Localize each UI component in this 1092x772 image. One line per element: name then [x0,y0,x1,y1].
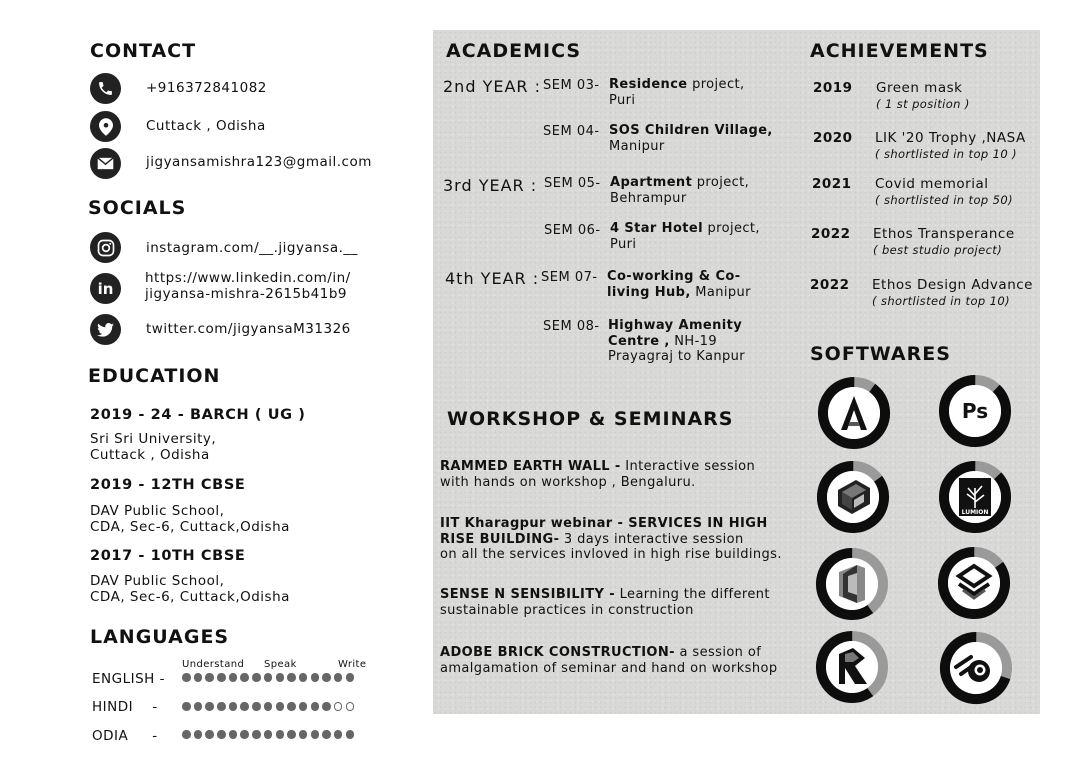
project-name: SOS Children Village, [609,123,773,138]
rating-dot-filled [322,730,331,739]
rating-dot-filled [264,702,273,711]
rating-dot-filled [311,702,320,711]
achievement [875,176,1013,207]
rating-dot-filled [299,673,308,682]
education-entry [90,477,290,535]
project-type: project, [692,175,750,190]
education-line: Sri Sri University, [90,431,217,447]
workshop-desc: with hands on workshop , Bengaluru. [440,474,696,490]
education-line: CDA, Sec-6, Cuttack,Odisha [90,519,290,535]
project-type: project, [702,221,760,236]
language-name: HINDI - [92,699,158,715]
lang-col-speak: Speak [264,659,297,670]
rating-dot-filled [276,730,285,739]
sem-project [608,318,745,365]
rating-dot-filled [217,702,226,711]
achievement-note: ( shortlisted in top 10) [872,294,1010,308]
sem-label: SEM 03- [543,78,600,93]
rating-dot-empty [334,702,343,711]
project-name: Apartment [610,175,693,190]
achievement-note: ( best studio project) [873,243,1003,257]
achievement-year: 2021 [812,176,852,192]
rating-dot-filled [205,702,214,711]
rating-dot-filled [276,702,285,711]
rating-dot-filled [287,673,296,682]
academics-heading: ACADEMICS [446,40,582,62]
achievement-year: 2020 [813,130,853,146]
contact-heading: CONTACT [90,40,197,62]
social-instagram[interactable]: instagram.com/__.jigyansa.__ [146,240,358,256]
education-line: CDA, Sec-6, Cuttack,Odisha [90,589,290,605]
sem-label: SEM 04- [543,124,600,139]
achievement-note: ( shortlisted in top 50) [875,193,1013,207]
workshop-desc: on all the services invloved in high rise buildings. [440,547,782,562]
lumion-icon [938,460,1012,534]
sem-project [607,269,751,300]
rating-dot-filled [229,730,238,739]
education-line: DAV Public School, [90,503,225,519]
achievement-note: ( 1 st position ) [876,97,970,111]
rating-dot-filled [182,730,191,739]
project-type: project, [687,77,745,92]
sketchup-icon [816,460,890,534]
rating-dot-filled [194,730,203,739]
workshop-desc: Interactive session [620,459,756,474]
rating-dot-filled [299,730,308,739]
rating-dot-filled [194,702,203,711]
rating-dot-filled [252,702,261,711]
location-pin-icon [90,111,121,142]
education-line: Cuttack , Odisha [90,447,210,463]
rating-dot-filled [264,730,273,739]
project-location: Puri [609,92,636,108]
achievement-year: 2019 [813,80,853,96]
rating-dot-filled [182,673,191,682]
achievement-title: Green mask [876,80,963,96]
project-location: Puri [610,236,637,252]
achievement-title: Ethos Design Advance [872,277,1033,293]
sem-project [610,221,760,252]
achievement [872,277,1033,308]
rating-dot-empty [346,702,355,711]
rating-dot-filled [240,702,249,711]
rating-dot-filled [194,673,203,682]
workshop-item [440,587,770,618]
workshop-desc: 3 days interactive session [559,531,744,547]
workshop-item [440,645,778,676]
project-location: Prayagraj to Kanpur [608,349,746,364]
sem-label: SEM 08- [543,319,600,334]
instagram-icon [90,232,121,263]
achievement-note: ( shortlisted in top 10 ) [875,147,1018,161]
achievement [876,80,970,111]
linkedin-line-1: https://www.linkedin.com/in/ [145,270,351,286]
rating-dot-filled [322,702,331,711]
achievement [875,130,1026,161]
rating-dot-filled [229,673,238,682]
photoshop-icon [938,374,1012,448]
education-heading: EDUCATION [88,365,221,387]
softwares-heading: SOFTWARES [810,343,951,365]
languages-heading: LANGUAGES [90,626,230,648]
sem-project [609,123,773,154]
lumion-label: LUMION [961,509,989,516]
achievements-heading: ACHIEVEMENTS [810,40,989,62]
project-name: Highway Amenity [608,318,743,333]
language-rating [182,730,354,739]
rating-dot-filled [276,673,285,682]
year-label: 3rd YEAR : [443,176,538,195]
twitter-icon [90,314,121,345]
sem-project [609,77,745,108]
rating-dot-filled [334,673,343,682]
project-name-cont: Centre , [608,333,670,349]
education-entry [90,548,290,605]
rating-dot-filled [346,673,355,682]
rating-dot-filled [322,673,331,682]
project-location: Behrampur [610,190,687,206]
rating-dot-filled [311,730,320,739]
workshop-title-cont: RISE BUILDING- [440,531,560,547]
workshop-desc: amalgamation of seminar and hand on workshop [440,660,778,676]
contact-email[interactable]: jigyansamishra123@gmail.com [146,154,372,170]
rating-dot-filled [264,673,273,682]
language-rating [182,673,354,682]
project-name: Residence [609,77,688,92]
rating-dot-filled [229,702,238,711]
language-name: ENGLISH - [92,671,165,687]
workshop-title: SENSE N SENSIBILITY - [440,587,616,602]
workshop-title: ADOBE BRICK CONSTRUCTION- [440,645,675,660]
contact-phone[interactable]: +916372841082 [146,80,267,96]
workshop-item [440,459,755,490]
rating-dot-filled [240,673,249,682]
workshops-heading: WORKSHOP & SEMINARS [447,408,734,430]
sem-project [610,175,749,206]
socials-heading: SOCIALS [88,197,187,219]
project-location: Manipur [690,284,751,300]
rating-dot-filled [287,730,296,739]
achievement-title: Ethos Transperance [873,226,1015,242]
rating-dot-filled [205,673,214,682]
phone-icon [90,73,121,104]
rating-dot-filled [205,730,214,739]
contact-location: Cuttack , Odisha [146,118,266,134]
workshop-desc: sustainable practices in construction [440,602,694,618]
rating-dot-filled [311,673,320,682]
rating-dot-filled [240,730,249,739]
language-rating [182,702,354,711]
social-twitter[interactable]: twitter.com/jigyansaM31326 [146,321,351,337]
autocad-icon [817,376,891,450]
project-location: Manipur [609,138,665,154]
revit-icon [815,630,889,704]
rating-dot-filled [217,673,226,682]
workshop-desc: a session of [674,645,762,660]
blender-icon [939,631,1013,705]
rating-dot-filled [299,702,308,711]
rating-dot-filled [252,673,261,682]
workshop-title: IIT Kharagpur webinar - SERVICES IN HIGH [440,516,768,531]
achievement-year: 2022 [810,277,850,293]
ms-office-icon [815,547,889,621]
project-name: 4 Star Hotel [610,221,703,236]
photoshop-label: Ps [961,399,989,423]
achievement [873,226,1015,257]
education-title: 2017 - 10TH CBSE [90,548,246,564]
year-label: 2nd YEAR : [443,77,541,96]
achievement-title: Covid memorial [875,176,989,192]
achievement-title: LIK '20 Trophy ,NASA [875,130,1026,146]
mail-icon [90,148,121,179]
project-location: NH-19 [669,333,717,349]
workshop-item [440,516,782,563]
language-name: ODIA - [92,728,158,744]
workshop-title: RAMMED EARTH WALL - [440,459,621,474]
lang-col-understand: Understand [182,659,245,670]
rating-dot-filled [217,730,226,739]
project-name-cont: living Hub, [607,284,691,300]
education-title: 2019 - 24 - BARCH ( UG ) [90,407,306,423]
education-line: DAV Public School, [90,573,225,589]
linkedin-line-2: jigyansa-mishra-2615b41b9 [145,286,348,302]
lang-col-write: Write [338,659,367,670]
social-linkedin[interactable] [145,270,351,302]
project-name: Co-working & Co- [607,269,741,284]
enscape-icon [937,546,1011,620]
sem-label: SEM 06- [544,223,601,238]
rating-dot-filled [287,702,296,711]
linkedin-icon: in [90,273,121,304]
sem-label: SEM 05- [544,176,601,191]
education-title: 2019 - 12TH CBSE [90,477,246,493]
rating-dot-filled [252,730,261,739]
achievement-year: 2022 [811,226,851,242]
rating-dot-filled [182,702,191,711]
education-entry [90,407,305,463]
rating-dot-filled [346,730,355,739]
workshop-desc: Learning the different [615,587,770,602]
rating-dot-filled [334,730,343,739]
year-label: 4th YEAR : [445,269,540,288]
sem-label: SEM 07- [541,270,598,285]
